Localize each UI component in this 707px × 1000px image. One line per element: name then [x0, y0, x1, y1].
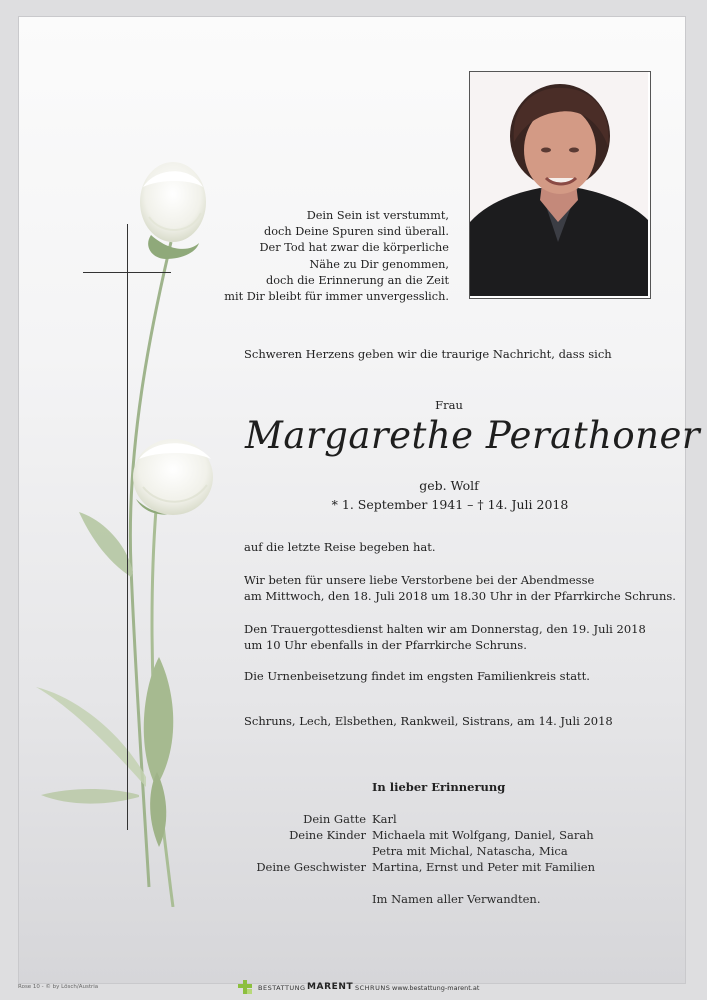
funeral-line-2: um 10 Uhr ebenfalls in der Pfarrkirche Schruns.: [244, 638, 527, 652]
poem-line: mit Dir bleibt für immer unvergesslich.: [224, 290, 449, 304]
footer: [0, 982, 707, 1000]
journey-text: auf die letzte Reise begeben hat.: [244, 540, 436, 554]
mass-line-2: am Mittwoch, den 18. Juli 2018 um 18.30 Uhr in der Pfarrkirche Schruns.: [244, 589, 676, 603]
cross-vertical: [127, 224, 128, 830]
brand-main: MARENT: [307, 982, 354, 992]
deceased-name: Margarethe Perathoner: [245, 414, 701, 457]
portrait-photo: [469, 71, 651, 299]
brand-right: SCHRUNS: [355, 984, 391, 992]
closing-text: Im Namen aller Verwandten.: [372, 892, 541, 906]
website-link[interactable]: www.bestattung-marent.at: [392, 984, 480, 992]
funeral-home-logo-icon: [238, 980, 252, 994]
poem-line: doch die Erinnerung an die Zeit: [265, 273, 449, 287]
spouse-name: Karl: [372, 812, 397, 826]
urn-text: Die Urnenbeisetzung findet im engsten Familienkreis statt.: [244, 669, 590, 683]
siblings-label: Deine Geschwister: [256, 860, 366, 874]
obituary-card: [18, 16, 701, 984]
place-date: Schruns, Lech, Elsbethen, Rankweil, Sistrans, am 14. Juli 2018: [244, 714, 613, 728]
poem: [201, 208, 449, 305]
poem-line: Nähe zu Dir genommen,: [309, 257, 449, 271]
poem-line: doch Deine Spuren sind überall.: [264, 225, 449, 239]
family-heading: In lieber Erinnerung: [372, 780, 506, 794]
salutation: Frau: [435, 398, 463, 412]
cross-horizontal: [83, 272, 171, 273]
image-credit: Rose 10 - © by Lösch/Austria: [18, 984, 99, 990]
children-label: Deine Kinder: [289, 828, 366, 842]
intro-text: Schweren Herzens geben wir die traurige Nachricht, dass sich: [244, 347, 612, 361]
maiden-name: geb. Wolf: [419, 478, 479, 493]
spouse-label: Dein Gatte: [303, 812, 366, 826]
life-dates: * 1. September 1941 – † 14. Juli 2018: [331, 497, 569, 512]
children-line-1: Michaela mit Wolfgang, Daniel, Sarah: [372, 828, 594, 842]
brand-left: BESTATTUNG: [258, 984, 306, 992]
poem-line: Dein Sein ist verstummt,: [306, 209, 449, 222]
mass-line-1: Wir beten für unsere liebe Verstorbene bei der Abendmesse: [244, 573, 595, 587]
children-line-2: Petra mit Michal, Natascha, Mica: [372, 844, 568, 858]
funeral-line-1: Den Trauergottesdienst halten wir am Donnerstag, den 19. Juli 2018: [244, 622, 646, 636]
poem-line: Der Tod hat zwar die körperliche: [259, 241, 449, 255]
portrait-image: [470, 72, 648, 296]
siblings-names: Martina, Ernst und Peter mit Familien: [372, 860, 595, 874]
